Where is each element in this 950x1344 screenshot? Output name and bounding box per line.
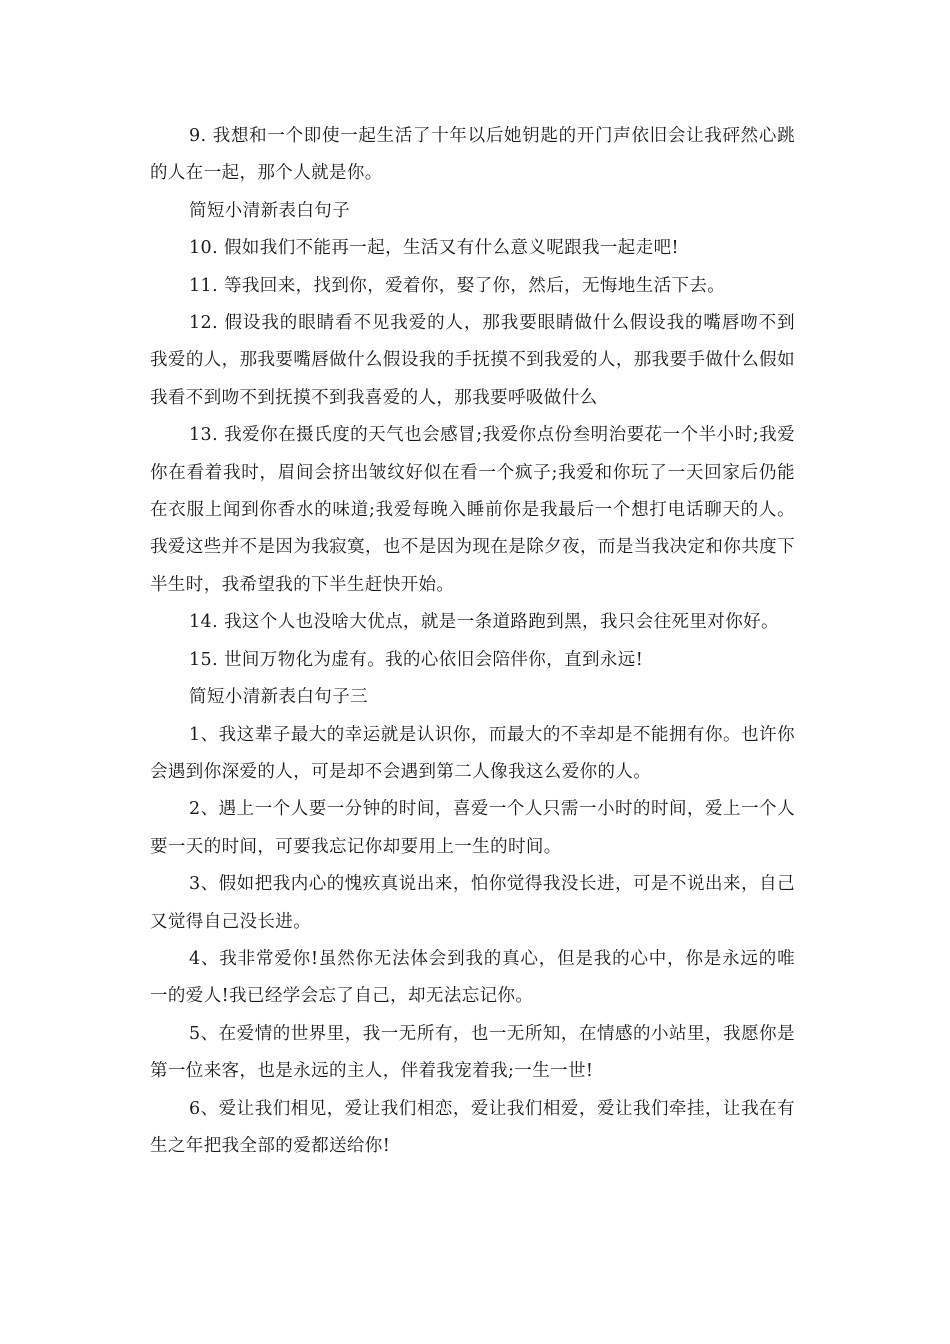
paragraph-item-14: 14. 我这个人也没啥大优点，就是一条道路跑到黑，我只会往死里对你好。: [189, 612, 779, 633]
paragraph-item-2: 2、遇上一个人要一分钟的时间，喜爱一个人只需一小时的时间，爱上一个人要一天的时间，可要我忘记你却要用上一生的时间。: [150, 799, 795, 857]
paragraph-item-4: 4、我非常爱你!虽然你无法体会到我的真心，但是我的心中，你是永远的唯一的爱人!我已经学会忘了自己，却无法忘记你。: [150, 948, 795, 1007]
paragraph-item-5: 5、在爱情的世界里，我一无所有，也一无所知，在情感的小站里，我愿你是第一位来客，也是永远的主人，伴着我宠着我;一生一世!: [150, 1023, 795, 1082]
paragraph-item-15: 15. 世间万物化为虚有。我的心依旧会陪伴你，直到永远!: [189, 649, 644, 670]
paragraph-item-12: 12. 假设我的眼睛看不见我爱的人，那我要眼睛做什么假设我的嘴唇吻不到我爱的人，那我要嘴唇做什么假设我的手抚摸不到我爱的人，那我要手做什么假如我看不到吻不到抚摸不到我喜爱的人，那我要呼吸做什么: [150, 313, 795, 408]
document-body: [150, 118, 795, 1165]
paragraph-item-10: 10. 假如我们不能再一起，生活又有什么意义呢跟我一起走吧!: [189, 238, 679, 259]
paragraph-item-13: 13. 我爱你在摄氏度的天气也会感冒;我爱你点份叁明治要花一个半小时;我爱你在看着我时，眉间会挤出皱纹好似在看一个疯子;我爱和你玩了一天回家后仍能在衣服上闻到你香水的味道;我爱每晚入睡前你是我最后一个想打电话聊天的人。我爱这些并不是因为我寂寞，也不是因为现在是除夕夜，而是当我决定和你共度下半生时，我希望我的下半生赶快开始。: [150, 425, 795, 595]
paragraph-item-11: 11. 等我回来，找到你，爱着你，娶了你，然后，无悔地生活下去。: [189, 275, 726, 296]
paragraph-item-3: 3、假如把我内心的愧疚真说出来，怕你觉得我没长进，可是不说出来，自己又觉得自己没长进。: [150, 874, 795, 932]
paragraph-item-9: 9. 我想和一个即使一起生活了十年以后她钥匙的开门声依旧会让我砰然心跳的人在一起，那个人就是你。: [150, 126, 795, 184]
section-heading: 简短小清新表白句子: [189, 200, 351, 221]
section-heading-three: 简短小清新表白句子三: [189, 687, 368, 708]
paragraph-item-1: 1、我这辈子最大的幸运就是认识你，而最大的不幸却是不能拥有你。也许你会遇到你深爱的人，可是却不会遇到第二人像我这么爱你的人。: [150, 724, 795, 782]
paragraph-item-6: 6、爱让我们相见，爱让我们相恋，爱让我们相爱，爱让我们牵挂，让我在有生之年把我全部的爱都送给你!: [150, 1098, 795, 1156]
